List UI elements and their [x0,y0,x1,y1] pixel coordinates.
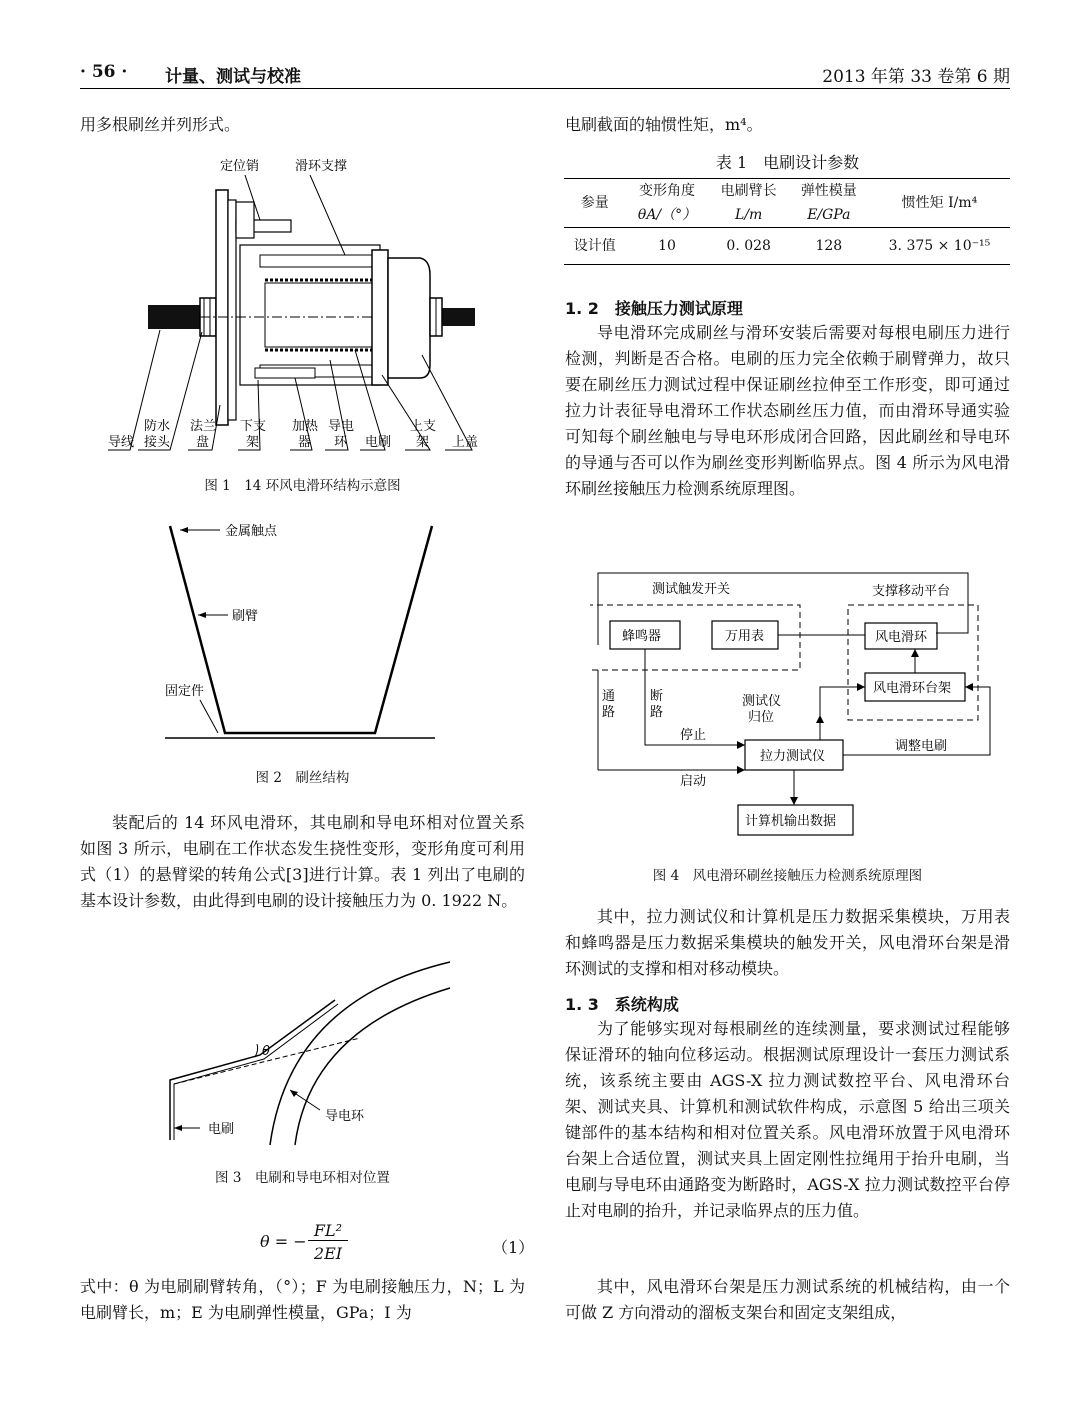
label-tonglu-2: 路 [602,705,616,720]
label-xiazhi-1: 下支 [240,419,267,434]
figure-4-block-diagram [590,565,1000,845]
label-daodian-2: 环 [334,435,348,450]
label-wanyong: 万用表 [725,629,765,644]
label-fengming: 蜂鸣器 [622,629,662,644]
label-guding: 固定件 [165,684,205,699]
label-daodianhuan: 导电环 [325,1109,365,1124]
table-sub-angle: θA/（°） [637,207,697,223]
table-header-angle: 变形角度 [625,179,708,204]
section-1-2-paragraph: 导电滑环完成刷丝与滑环安装后需要对每根电刷压力进行检测，判断是否合格。电刷的压力完全依赖于刷臂弹力，故只要在刷丝压力测试过程中保证刷丝拉伸至工作形变，即可通过拉力计表征导电滑环工作状态刷丝压力值，而由滑环导通实验可知每个刷丝触电与导电环形成闭合回路，因此刷丝和导电环的导通与否可以作为刷丝变形判断临界点。图 4 所示为风电滑环刷丝接触压力检测系统原理图。 [565,323,1010,498]
table-val-angle: 10 [625,228,708,265]
page-number: · 56 · [80,62,128,82]
label-guiwei-2: 归位 [748,710,775,725]
section-1-3-paragraph-a: 为了能够实现对每根刷丝的连续测量，要求测试过程能够保证滑环的轴向位移运动。根据测试原理设计一套压力测试系统，该系统主要由 AGS-X 拉力测试数控平台、风电滑环台架、测试夹具、计算机和测试软件构成，示意图 5 给出三项关键部件的基本结构和相对位置关系。风电滑环放置于风电滑环台架上合适位置，测试夹具上固定刚性拉绳用于抬升电刷，当电刷与导电环由通路变为断路时，AGS-X 拉力测试数控平台停止对电刷的抬升，并记录临界点的压力值。 [565,1019,1010,1220]
label-tonglu-1: 通 [602,689,616,704]
label-jinshu: 金属触点 [225,524,278,539]
label-dianshua-fig3: 电刷 [208,1122,235,1137]
label-lali: 拉力测试仪 [760,749,826,764]
journal-title: 计量、测试与校准 [165,67,301,87]
right-top-paragraph: 电刷截面的轴惯性矩，m⁴。 [565,115,763,134]
equation-lhs: θ = − [260,1232,307,1251]
table-sub-length: L/m [735,207,763,223]
label-shangzhi-2: 架 [416,435,430,450]
label-falan-1: 法兰 [190,419,217,434]
label-fangshui-2: 接头 [144,435,171,450]
equation-numerator: FL² [308,1221,348,1241]
figure-2-caption: 图 2 刷丝结构 [255,770,350,786]
label-falan-2: 盘 [196,435,210,450]
label-dianshua: 电刷 [365,435,392,450]
figure-4-caption: 图 4 风电滑环刷丝接触压力检测系统原理图 [652,868,923,884]
figure-3-brush-ring-position [160,960,460,1150]
label-duanlu-1: 断 [650,689,664,704]
label-zhicheng: 支撑移动平台 [872,584,951,599]
table-1 [564,178,1010,265]
table-val-inertia: 3. 375 × 10⁻¹⁵ [869,228,1010,265]
section-1-2-heading: 1. 2 接触压力测试原理 [565,299,743,318]
brush-arm [170,526,432,733]
label-shuabi: 刷臂 [232,609,259,624]
equation-number: （1） [492,1238,535,1257]
label-huahuan: 风电滑环 [875,630,928,645]
label-jiare-2: 器 [298,435,312,450]
brush-line [170,1000,335,1140]
shaft-left [148,305,208,329]
label-duanlu-2: 路 [650,705,664,720]
table-sub-modulus: E/GPa [807,207,851,223]
figure-2-brush-structure [160,518,440,743]
header-rule [80,88,1010,89]
section-1-3-paragraph-b: 其中，风电滑环台架是压力测试系统的机械结构，由一个可做 Z 方向滑动的溜板支架台和固定支架组成， [565,1277,1010,1322]
right-after-fig4-paragraph: 其中，拉力测试仪和计算机是压力数据采集模块，万用表和蜂鸣器是压力数据采集模块的触发开关，风电滑环台架是滑环测试的支撑和相对移动模块。 [565,907,1010,978]
figure-3-caption: 图 3 电刷和导电环相对位置 [215,1170,390,1186]
left-bottom-paragraph: 式中：θ 为电刷刷臂转角，（°）；F 为电刷接触压力，N；L 为电刷臂长，m；E 为电刷弹性模量，GPa；I 为 [80,1277,525,1322]
table-val-length: 0. 028 [709,228,789,265]
label-huahuan-zhicheng: 滑环支撑 [295,159,348,174]
label-guiwei-1: 测试仪 [742,694,782,709]
label-shangzhi-1: 上支 [410,419,437,434]
figure-1-caption: 图 1 14 环风电滑环结构示意图 [204,478,401,494]
label-jisuanji: 计算机输出数据 [745,814,837,829]
label-jiare-1: 加热 [292,419,319,434]
label-dingweixiao: 定位销 [220,159,260,174]
table-1-title: 表 1 电刷设计参数 [715,153,860,172]
label-taijia: 风电滑环台架 [873,681,952,696]
table-row-label: 设计值 [564,228,625,265]
table-header-param: 参量 [564,179,625,228]
label-fangshui-1: 防水 [144,419,171,434]
label-xiazhi-2: 架 [246,435,260,450]
label-chufa: 测试触发开关 [652,582,731,597]
table-header-modulus: 弹性模量 [789,179,869,204]
table-val-modulus: 128 [789,228,869,265]
left-top-paragraph: 用多根刷丝并列形式。 [80,115,241,134]
issue-info: 2013 年第 33 卷第 6 期 [822,67,1010,87]
label-tiaozheng: 调整电刷 [895,739,948,754]
label-daodian-1: 导电 [328,419,355,434]
table-header-length: 电刷臂长 [709,179,789,204]
label-theta: θ [262,1044,270,1059]
left-middle-paragraph: 装配后的 14 环风电滑环，其电刷和导电环相对位置关系如图 3 所示，电刷在工作状态发生挠性变形，变形角度可利用式（1）的悬臂梁的转角公式[3]进行计算。表 1 列出了电刷的基本设计参数，由此得到电刷的设计接触压力为 0. 1922 N。 [80,813,525,910]
section-1-3-heading: 1. 3 系统构成 [565,995,679,1014]
label-daoxian: 导线 [108,435,135,450]
table-header-inertia: 惯性矩 I/m⁴ [869,179,1010,228]
figure-1-slip-ring-structure [100,150,520,460]
equation-denominator: 2EI [313,1244,343,1263]
label-qidong: 启动 [680,774,707,789]
label-tingzhi: 停止 [680,728,707,743]
label-shanggai: 上盖 [452,435,479,450]
